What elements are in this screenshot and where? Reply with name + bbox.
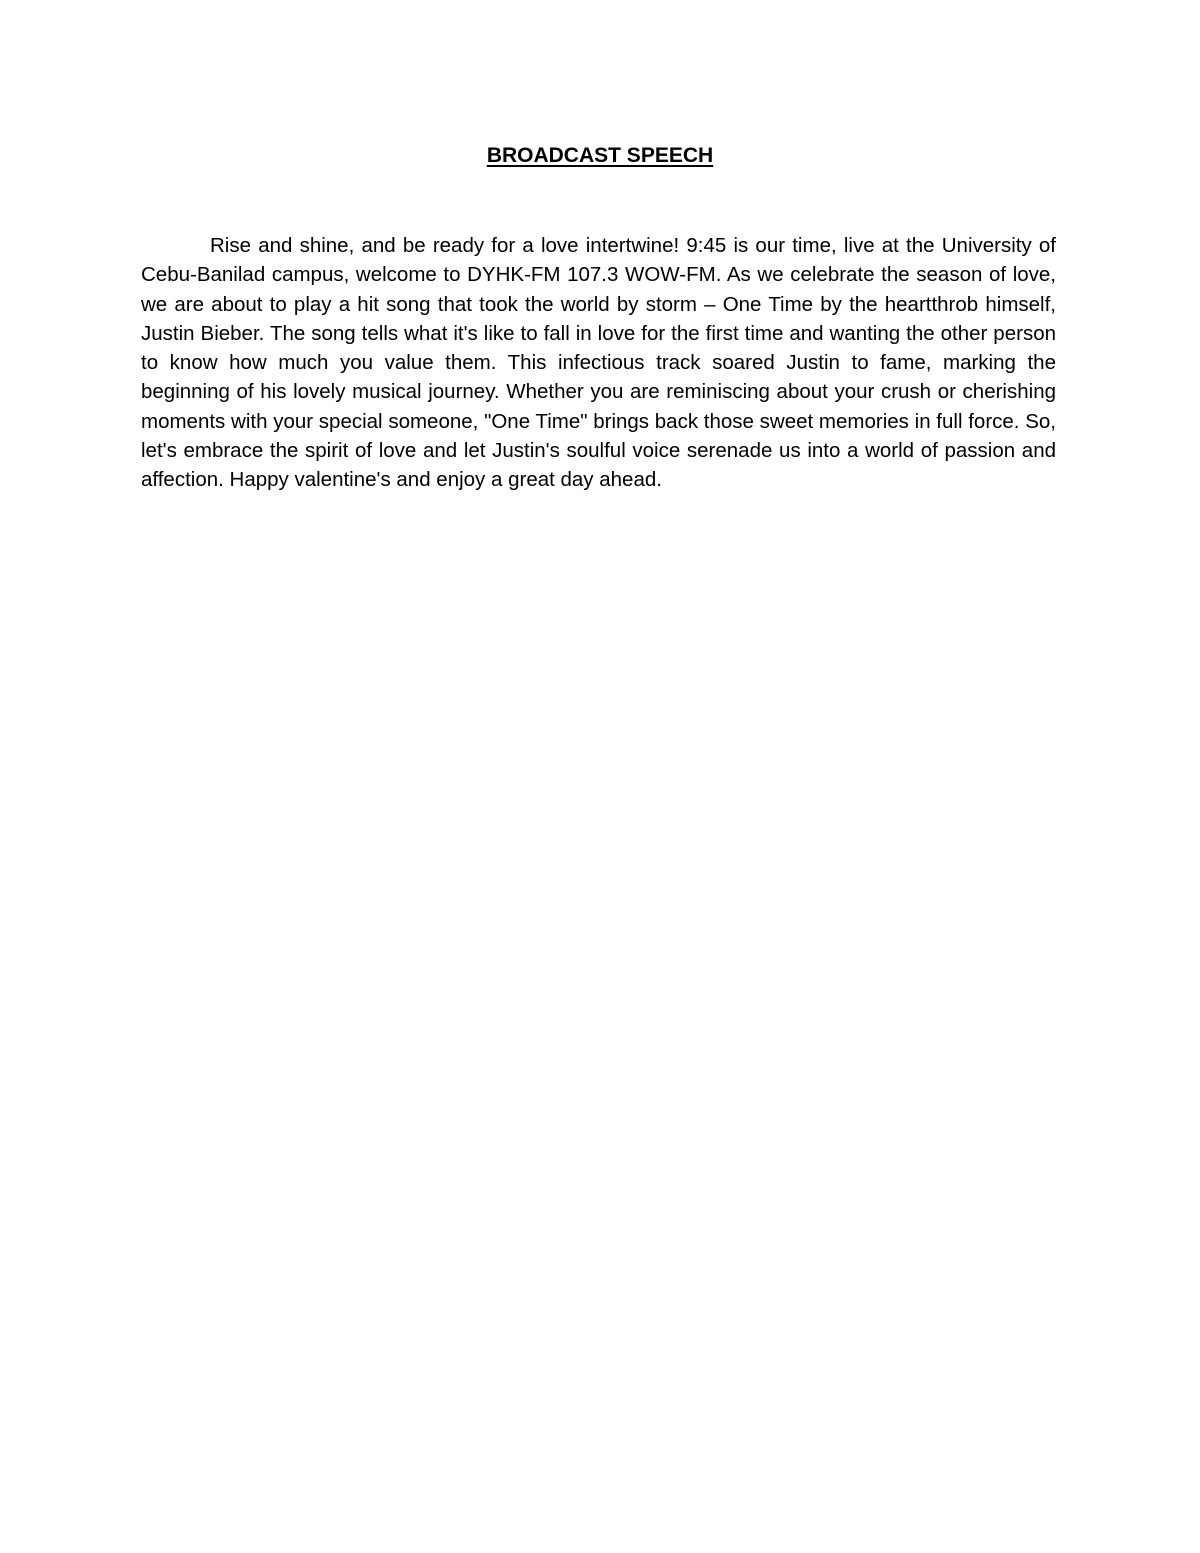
document-title: BROADCAST SPEECH [486, 144, 714, 167]
speech-paragraph: Rise and shine, and be ready for a love intertwine! 9:45 is our time, live at the University of Cebu-Banilad campus, welcome to DYHK-FM 107.3 WOW-FM. As we celebrate the season of love, we are about to play a hit song that took the world by storm – One Time by the heartthrob himself, Justin Bieber. The song tells what it's like to fall in love for the first time and wanting the other person to know how much you value them. This infectious track soared Justin to fame, marking the beginning of his lovely musical journey. Whether you are reminiscing about your crush or cherishing moments with your special someone, "One Time" brings back those sweet memories in full force. So, let's embrace the spirit of love and let Justin's soulful voice serenade us into a world of passion and affection. Happy valentine's and enjoy a great day ahead. [141, 234, 1056, 492]
